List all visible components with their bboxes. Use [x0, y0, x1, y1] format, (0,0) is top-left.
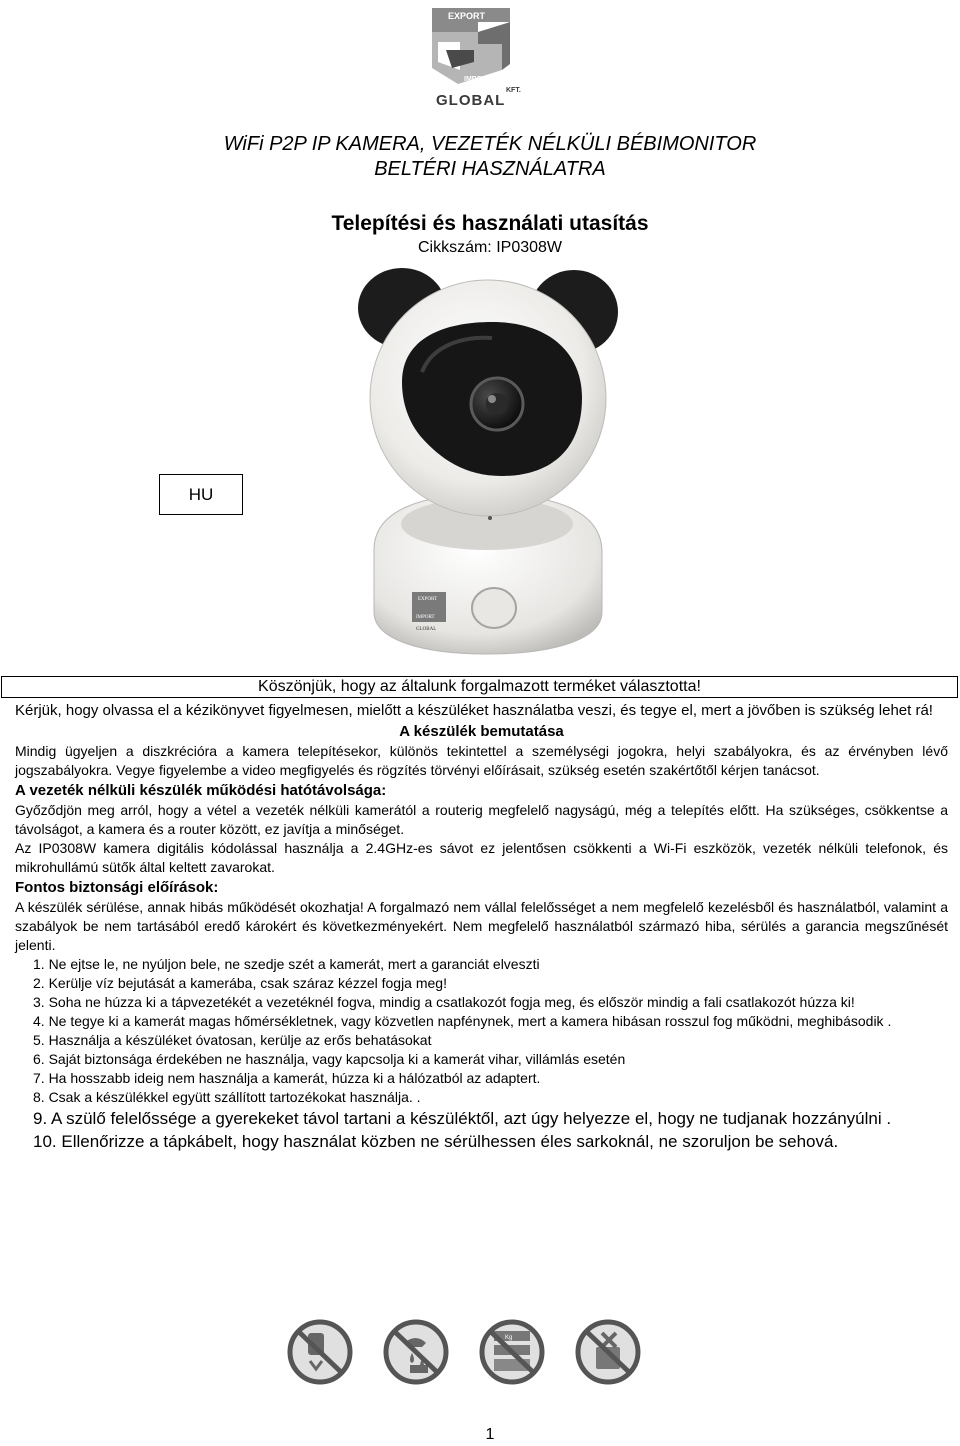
panda-camera-photo: [352, 262, 622, 660]
logo-export-text: EXPORT: [448, 11, 486, 21]
no-stack-icon: [482, 1322, 542, 1382]
logo-import-text: IMPORT: [464, 76, 492, 83]
safety-rule-2: 2. Kerülje víz bejutását a kamerába, csak száraz kézzel fogja meg!: [33, 975, 447, 991]
safety-rule-9: 9. A szülő felelőssége a gyerekeket távol tartani a készüléktől, azt úgy helyezze el, hogy ne tudjanak hozzányúlni .: [33, 1109, 892, 1128]
section-text-range-1: Győződjön meg arról, hogy a vétel a vezeték nélküli kamerától a routerig megfelelő nagyságú, még a telepítés előtt. Ha szükséges, csökkentse a távolságot, a kamera és a router között, ez javítja a minőséget.: [15, 802, 948, 837]
svg-text:EXPORT: EXPORT: [418, 597, 438, 602]
safety-rule-3: 3. Soha ne húzza ki a tápvezetékét a vezetéknél fogva, mindig a csatlakozót fogja meg, és először mindig a fali csatlakozót húzza ki!: [33, 994, 855, 1010]
section-text-safety: A készülék sérülése, annak hibás működését okozhatja! A forgalmazó nem vállal felelősséget a nem megfelelő kezelésből és használatból, valamint a szabályok be nem tartásából eredő károkért és következményekért. Nem megfelelő használatból származó hiba, sérülés a garancia megszűnését jelenti.: [15, 899, 948, 953]
safety-rule-10: 10. Ellenőrizze a tápkábelt, hogy használat közben ne sérülhessen éles sarkoknál, ne szoruljon be sehová.: [33, 1132, 839, 1151]
title-line-1: WiFi P2P IP KAMERA, VEZETÉK NÉLKÜLI BÉBIMONITOR: [223, 133, 757, 155]
intro-paragraph: Kérjük, hogy olvassa el a kézikönyvet figyelmesen, mielőtt a készüléket használatba veszi, és tegye el, mert a jövőben is szükség lehet rá!: [15, 702, 933, 719]
reset-button: [472, 588, 516, 628]
export-import-global-logo: [418, 4, 542, 108]
no-water-icon: [386, 1322, 446, 1382]
safety-rule-8: 8. Csak a készülékkel együtt szállított tartozékokat használja. .: [33, 1089, 421, 1105]
logo-global-text: GLOBAL: [436, 92, 506, 108]
section-heading-safety: Fontos biztonsági előírások:: [15, 879, 219, 896]
no-disassemble-icon: [578, 1322, 638, 1382]
warning-icons-row: [286, 1319, 666, 1385]
safety-rule-5: 5. Használja a készüléket óvatosan, kerülje az erős behatásokat: [33, 1032, 432, 1048]
manual-subtitle: Telepítési és használati utasítás: [331, 212, 649, 235]
svg-text:GLOBAL: GLOBAL: [416, 627, 437, 632]
weight-label: Kg: [505, 1335, 513, 1341]
thank-you-box: Köszönjük, hogy az általunk forgalmazott terméket választotta!: [1, 676, 958, 698]
safety-rule-4: 4. Ne tegye ki a kamerát magas hőmérsékletnek, vagy közvetlen napfénynek, mert a kamera hibásan rosszul fog működni, meghibásodik .: [33, 1013, 892, 1029]
section-heading-range: A vezeték nélküli készülék működési hatótávolsága:: [15, 782, 387, 799]
section-text-intro: Mindig ügyeljen a diszkrécióra a kamera telepítésekor, különös tekintettel a személységi jogokra, helyi szabályokra, és az érvényben lévő jogszabályokra. Vegye figyelembe a video megfigyelés és rögzítés törvényi előírásait, szükség esetén szakértőtől kérjen tanácsot.: [15, 743, 948, 778]
instruction-text: [15, 700, 948, 1153]
section-heading-intro: A készülék bemutatása: [399, 723, 564, 740]
safety-rule-6: 6. Saját biztonsága érdekében ne használja, vagy kapcsolja ki a kamerát vihar, villámlás esetén: [33, 1051, 626, 1067]
safety-rule-7: 7. Ha hosszabb ideig nem használja a kamerát, húzza ki a hálózatból az adaptert.: [33, 1070, 541, 1086]
safety-rule-1: 1. Ne ejtse le, ne nyúljon bele, ne szedje szét a kamerát, mert a garanciát elveszti: [33, 956, 540, 972]
logo-kft-text: KFT.: [506, 87, 521, 94]
no-drop-icon: [290, 1322, 350, 1382]
page-number: 1: [485, 1426, 495, 1443]
language-badge: HU: [159, 474, 243, 515]
product-code: Cikkszám: IP0308W: [417, 239, 563, 256]
section-text-range-2: Az IP0308W kamera digitális kódolással használja a 2.4GHz-es sávot ez jelentősen csökkenti a Wi-Fi eszközök, vezeték nélküli telefonok, és mikrohullámú sütők által keltett zavarokat.: [15, 840, 948, 875]
title-line-2: BELTÉRI HASZNÁLATRA: [374, 158, 606, 180]
svg-text:IMPORT: IMPORT: [416, 615, 435, 620]
